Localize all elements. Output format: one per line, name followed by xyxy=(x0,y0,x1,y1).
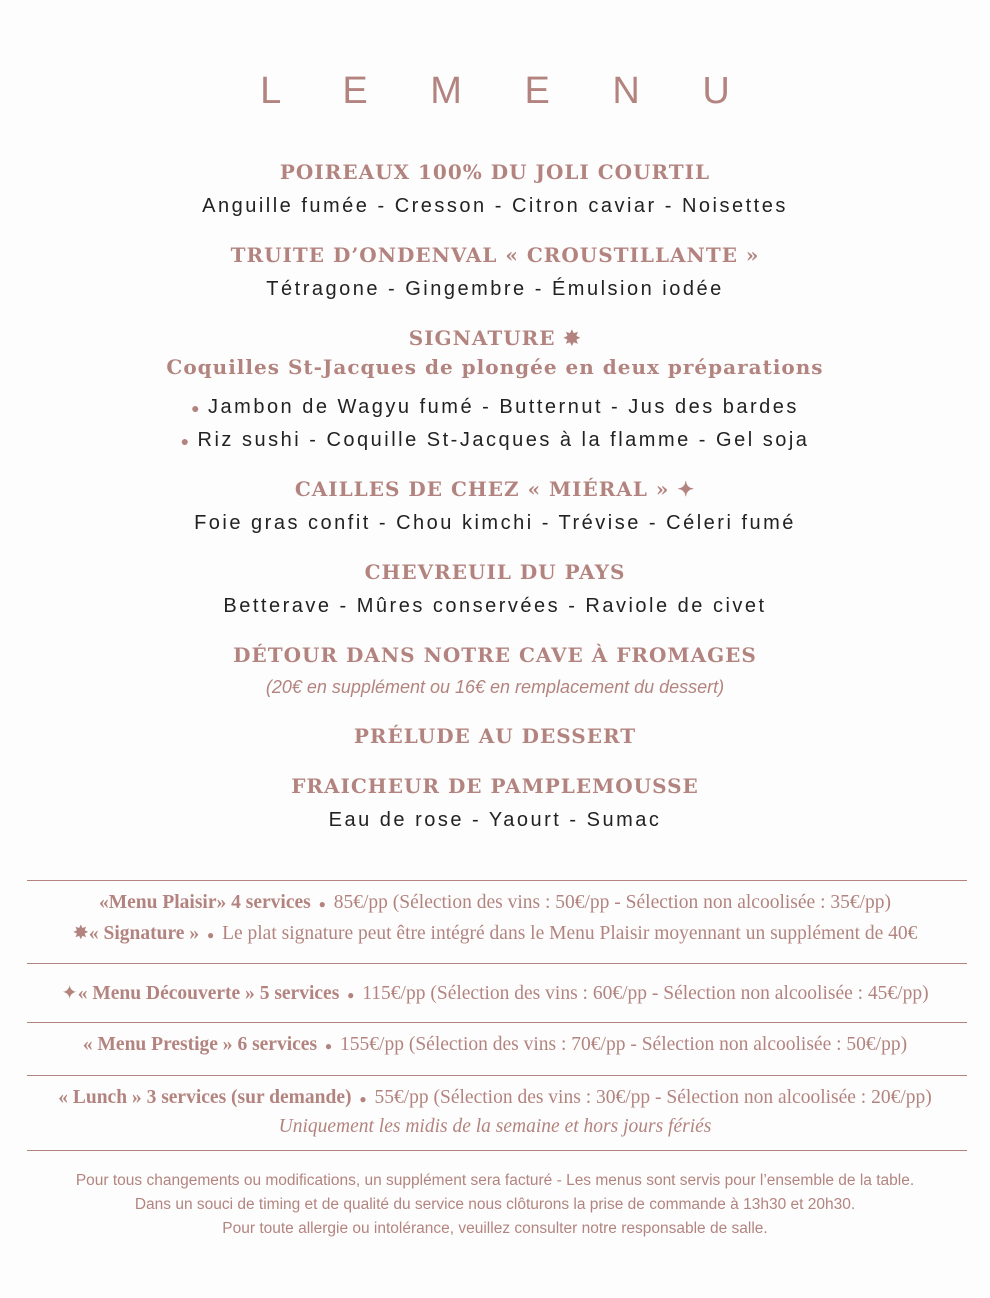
menu-plaisir-name: «Menu Plaisir» xyxy=(98,892,227,913)
dish-7-name: PRÉLUDE AU DESSERT xyxy=(353,724,637,748)
dish-4-desc: Foie gras confit - Chou kimchi - Trévise - Céleri fumé xyxy=(194,512,796,534)
dish-1-desc: Anguille fumée - Cresson - Citron caviar - Noisettes xyxy=(202,195,788,217)
signature-name: « Signature » xyxy=(88,923,200,944)
signature-star-icon: ✸ xyxy=(72,923,89,944)
menu-prestige-services: 6 services xyxy=(237,1034,318,1055)
menu-prestige-name: « Menu Prestige » xyxy=(82,1034,233,1055)
dish-5-desc: Betterave - Mûres conservées - Raviole de civet xyxy=(223,595,767,617)
dish-3-name: SIGNATURE ✸ xyxy=(408,326,582,350)
lunch-price: 55€/pp (Sélection des vins : 30€/pp - Sélection non alcoolisée : 20€/pp) xyxy=(374,1087,932,1108)
menu-plaisir-line xyxy=(0,892,990,914)
lunch-note: Uniquement les midis de la semaine et hors jours fériés xyxy=(278,1116,712,1137)
divider xyxy=(27,963,967,964)
divider xyxy=(27,880,967,881)
lunch-note-line xyxy=(0,1116,990,1138)
menu-prestige-price: 155€/pp (Sélection des vins : 70€/pp - Sélection non alcoolisée : 50€/pp) xyxy=(340,1034,908,1055)
dish-6-name: DÉTOUR DANS NOTRE CAVE À FROMAGES xyxy=(233,643,757,667)
signature-line xyxy=(0,921,990,945)
divider xyxy=(27,1075,967,1076)
dish-8-desc: Eau de rose - Yaourt - Sumac xyxy=(328,809,662,831)
bullet-icon: ● xyxy=(359,1092,367,1106)
menu-prestige-line xyxy=(0,1034,990,1056)
signature-text: Le plat signature peut être intégré dans le Menu Plaisir moyennant un supplément de 40€ xyxy=(222,923,918,944)
bullet-icon: ● xyxy=(206,928,215,942)
lunch-name: « Lunch » xyxy=(58,1087,142,1108)
dish-3-line-2 xyxy=(0,429,990,452)
dish-3-line-2-text: Riz sushi - Coquille St-Jacques à la flamme - Gel soja xyxy=(197,429,810,451)
footer-line-1: Pour tous changements ou modifications, un supplément sera facturé - Les menus sont servis pour l’ensemble de la table. xyxy=(75,1172,915,1189)
sparkle-icon: ✦ xyxy=(61,983,78,1004)
menu-decouverte-line xyxy=(0,981,990,1005)
dish-1-name: POIREAUX 100% DU JOLI COURTIL xyxy=(279,160,711,184)
dish-3-subtitle: Coquilles St-Jacques de plongée en deux préparations xyxy=(166,355,824,379)
bullet-icon: ● xyxy=(347,988,355,1002)
dish-2-desc: Tétragone - Gingembre - Émulsion iodée xyxy=(266,278,724,300)
dish-8-name: FRAICHEUR DE PAMPLEMOUSSE xyxy=(291,774,699,798)
menu-plaisir-price: 85€/pp (Sélection des vins : 50€/pp - Sélection non alcoolisée : 35€/pp) xyxy=(333,892,892,913)
bullet-icon: ● xyxy=(191,400,203,416)
menu-decouverte-name: « Menu Découverte » xyxy=(77,983,255,1004)
menu-plaisir-services: 4 services xyxy=(231,892,311,913)
page-title: L E M E N U xyxy=(260,70,756,112)
divider xyxy=(27,1150,967,1151)
dish-5-name: CHEVREUIL DU PAYS xyxy=(364,560,626,584)
bullet-icon: ● xyxy=(180,433,192,449)
bullet-icon: ● xyxy=(324,1039,333,1053)
menu-decouverte-services: 5 services xyxy=(259,983,340,1004)
dish-3-line-1 xyxy=(0,396,990,419)
footer-line-2: Dans un souci de timing et de qualité du service nous clôturons la prise de commande à 13h30 et 20h30. xyxy=(134,1196,856,1213)
lunch-services: 3 services (sur demande) xyxy=(146,1087,352,1108)
footer-line-3: Pour toute allergie ou intolérance, veuillez consulter notre responsable de salle. xyxy=(222,1220,768,1237)
menu-decouverte-price: 115€/pp (Sélection des vins : 60€/pp - Sélection non alcoolisée : 45€/pp) xyxy=(362,983,929,1004)
dish-3-line-1-text: Jambon de Wagyu fumé - Butternut - Jus des bardes xyxy=(208,396,799,418)
divider xyxy=(27,1022,967,1023)
dish-4-name: CAILLES DE CHEZ « MIÉRAL » ✦ xyxy=(294,477,696,501)
dish-2-name: TRUITE D’ONDENVAL « CROUSTILLANTE » xyxy=(230,243,760,267)
dish-6-note: (20€ en supplément ou 16€ en remplacement du dessert) xyxy=(265,677,725,697)
bullet-icon: ● xyxy=(318,897,326,911)
lunch-line xyxy=(0,1087,990,1109)
